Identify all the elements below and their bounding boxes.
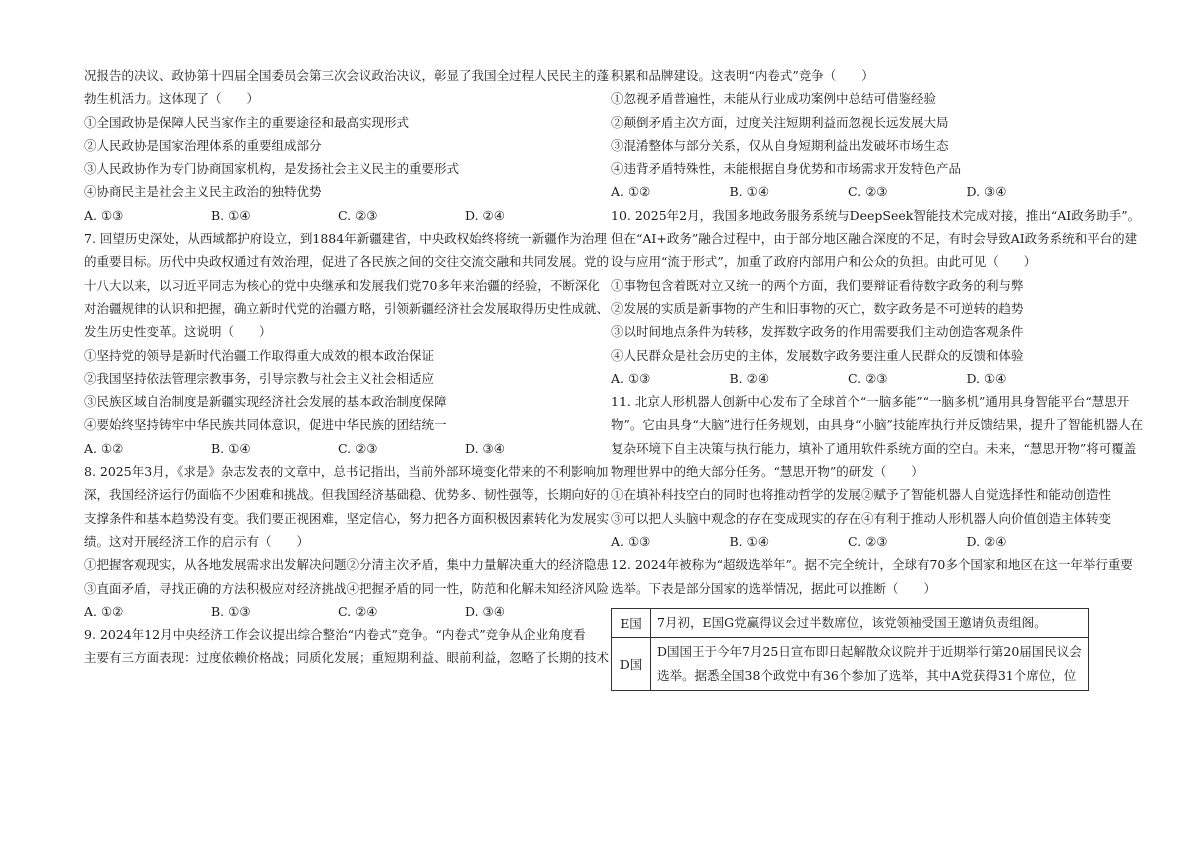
q7-stem-line: 发生历史性变革。这说明（ ） [84, 324, 272, 340]
q7-stem-line: 7. 回望历史深处，从西域都护府设立，到1884年新疆建省，中央政权始终将统一新疆作为治理 [84, 231, 607, 247]
q8-option-c: C. ②④ [338, 603, 378, 619]
q11-statement: ①在填补科技空白的同时也将推动哲学的发展②赋予了智能机器人自觉选择性和能动创造性 [611, 487, 1112, 503]
table-row-text [651, 608, 1089, 637]
table-cell-line: D国国王于今年7月25日宣布即日起解散众议院并于近期举行第20届国民议会 [657, 643, 1082, 659]
q10-option-b: B. ②④ [729, 370, 770, 386]
q9-option-b: B. ①④ [729, 184, 770, 200]
q11-option-b: B. ①④ [729, 533, 770, 549]
q8-option-b: B. ①③ [211, 603, 251, 619]
q10-option-d: D. ①④ [966, 370, 1007, 386]
table-row-text [651, 637, 1089, 690]
q10-stem-line: 但在“AI+政务”融合过程中，由于部分地区融合深度的不足，有时会导致AI政务系统和平台的建 [611, 231, 1138, 247]
q10-stem-line: 设与应用“流于形式”，加重了政府内部用户和公众的负担。由此可见（ ） [611, 254, 1037, 270]
q9-statement: ④违背矛盾特殊性，未能根据自身优势和市场需求开发特色产品 [611, 161, 962, 177]
q9-option-a: A. ①② [611, 184, 651, 200]
q7-stem-line: 对治疆规律的认识和把握，确立新时代党的治疆方略，引领新疆经济社会发展取得历史性成就、 [84, 300, 610, 316]
table-row-label: E国 [612, 608, 651, 637]
q10-statement: ②发展的实质是新事物的产生和旧事物的灭亡，数字政务是不可逆转的趋势 [611, 300, 1024, 316]
q12-stem-line: 选举。下表是部分国家的选举情况，据此可以推断（ ） [611, 580, 937, 596]
q11-stem-line: 复杂环境下自主决策与执行能力，填补了通用软件系统方面的空白。未来，“慧思开物”将可覆盖 [611, 440, 1137, 456]
q11-option-a: A. ①③ [611, 533, 651, 549]
q10-options [611, 367, 1085, 390]
q10-option-c: C. ②③ [848, 370, 888, 386]
q11-option-d: D. ②④ [966, 533, 1007, 549]
q9-option-d: D. ③④ [966, 184, 1007, 200]
q6-option-c: C. ②③ [338, 207, 378, 223]
q9-options [611, 180, 1085, 203]
q6-options [84, 204, 592, 227]
q8-stem-line: 绩。这对开展经济工作的启示有（ ） [84, 533, 310, 549]
q8-stem-line: 8. 2025年3月，《求是》杂志发表的文章中，总书记指出，当前外部环境变化带来的不利影响加 [84, 464, 609, 480]
election-table [611, 608, 1089, 691]
q10-statement: ④人民群众是社会历史的主体，发展数字政务要注重人民群众的反馈和体验 [611, 347, 1024, 363]
q11-statement: ③可以把人头脑中观念的存在变成现实的存在④有利于推动人形机器人向价值创造主体转变 [611, 510, 1112, 526]
q7-option-d: D. ③④ [465, 440, 505, 456]
q11-options [611, 530, 1085, 553]
q9-option-c: C. ②③ [848, 184, 888, 200]
q9-statement: ①忽视矛盾普遍性，未能从行业成功案例中总结可借鉴经验 [611, 91, 937, 107]
table-row-label: D国 [612, 637, 651, 690]
q7-stem-line: 的重要目标。历代中央政权通过有效治理，促进了各民族之间的交往交流交融和共同发展。党的 [84, 254, 610, 270]
q8-statement: ①把握客观现实，从各地发展需求出发解决问题②分清主次矛盾，集中力量解决重大的经济隐患 [84, 557, 610, 573]
q7-stem-line: 十八大以来，以习近平同志为核心的党中央继承和发展我们党70多年来治疆的经验，不断深化 [84, 277, 600, 293]
q6-continued-line: 勃生机活力。这体现了（ ） [84, 91, 260, 107]
q6-statement: ①全国政协是保障人民当家作主的重要途径和最高实现形式 [84, 114, 410, 130]
q6-statement: ③人民政协作为专门协商国家机构，是发扬社会主义民主的重要形式 [84, 161, 460, 177]
q6-statement: ②人民政协是国家治理体系的重要组成部分 [84, 137, 322, 153]
left-column [84, 64, 610, 670]
q7-statement: ②我国坚持依法管理宗教事务，引导宗教与社会主义社会相适应 [84, 370, 435, 386]
q9-statement: ②颠倒矛盾主次方面，过度关注短期利益而忽视长远发展大局 [611, 114, 949, 130]
q6-statement: ④协商民主是社会主义民主政治的独特优势 [84, 184, 322, 200]
q7-options [84, 437, 592, 460]
q11-option-c: C. ②③ [848, 533, 888, 549]
q7-statement: ③民族区域自治制度是新疆实现经济社会发展的基本政治制度保障 [84, 394, 447, 410]
table-cell-line: 选举。据悉全国38个政党中有36个参加了选举，其中A党获得31个席位，位 [657, 667, 1077, 683]
q9-continued-line: 积累和品牌建设。这表明“内卷式”竞争（ ） [611, 68, 874, 83]
q8-options [84, 600, 592, 623]
q9-stem-line: 9. 2024年12月中央经济工作会议提出综合整治“内卷式”竞争。“内卷式”竞争从企业角度看 [84, 627, 586, 643]
table-row [612, 608, 1089, 637]
q8-option-d: D. ③④ [465, 603, 505, 619]
q9-statement: ③混淆整体与部分关系，仅从自身短期利益出发破坏市场生态 [611, 137, 949, 153]
q10-statement: ③以时间地点条件为转移，发挥数字政务的作用需要我们主动创造客观条件 [611, 324, 1024, 340]
q6-option-a: A. ①③ [84, 207, 124, 223]
q7-statement: ④要始终坚持铸牢中华民族共同体意识，促进中华民族的团结统一 [84, 417, 447, 433]
q11-stem-line: 物理世界中的绝大部分任务。“慧思开物”的研发（ ） [611, 464, 924, 480]
q10-statement: ①事物包含着既对立又统一的两个方面，我们要辩证看待数字政务的利与弊 [611, 277, 1024, 293]
q11-stem-line: 物”。它由具身“大脑”进行任务规划，由具身“小脑”技能库执行并反馈结果，提升了智能机器人在 [611, 417, 1143, 433]
q8-option-a: A. ①② [84, 603, 124, 619]
q6-option-b: B. ①④ [211, 207, 251, 223]
q7-statement: ①坚持党的领导是新时代治疆工作取得重大成效的根本政治保证 [84, 347, 435, 363]
q8-stem-line: 深，我国经济运行仍面临不少困难和挑战。但我国经济基础稳、优势多、韧性强等，长期向好的 [84, 487, 610, 503]
q10-stem-line: 10. 2025年2月，我国多地政务服务系统与DeepSeek智能技术完成对接，推出“AI政务助手”。 [611, 207, 1141, 223]
right-column [611, 64, 1143, 691]
q6-option-d: D. ②④ [465, 207, 505, 223]
q10-option-a: A. ①③ [611, 370, 651, 386]
q11-stem-line: 11. 北京人形机器人创新中心发布了全球首个“一脑多能”“一脑多机”通用具身智能平台“慧思开 [611, 394, 1130, 410]
q7-option-b: B. ①④ [211, 440, 251, 456]
q6-continued-line: 况报告的决议、政协第十四届全国委员会第三次会议政治决议，彰显了我国全过程人民民主的蓬 [84, 68, 610, 83]
q8-stem-line: 支撑条件和基本趋势没有变。我们要正视困难，坚定信心，努力把各方面积极因素转化为发展实 [84, 510, 610, 526]
q8-statement: ③直面矛盾，寻找正确的方法积极应对经济挑战④把握矛盾的同一性，防范和化解未知经济风险 [84, 580, 610, 596]
q12-stem-line: 12. 2024年被称为“超级选举年”。据不完全统计，全球有70多个国家和地区在这一年举行重要 [611, 557, 1133, 573]
table-row [612, 637, 1089, 690]
q7-option-c: C. ②③ [338, 440, 378, 456]
table-cell-line: 7月初，E国G党赢得议会过半数席位，该党领袖受国王邀请负责组阁。 [657, 614, 1047, 630]
q9-stem-line: 主要有三方面表现：过度依赖价格战；同质化发展；重短期利益、眼前利益，忽略了长期的技术 [84, 650, 610, 666]
q7-option-a: A. ①② [84, 440, 124, 456]
